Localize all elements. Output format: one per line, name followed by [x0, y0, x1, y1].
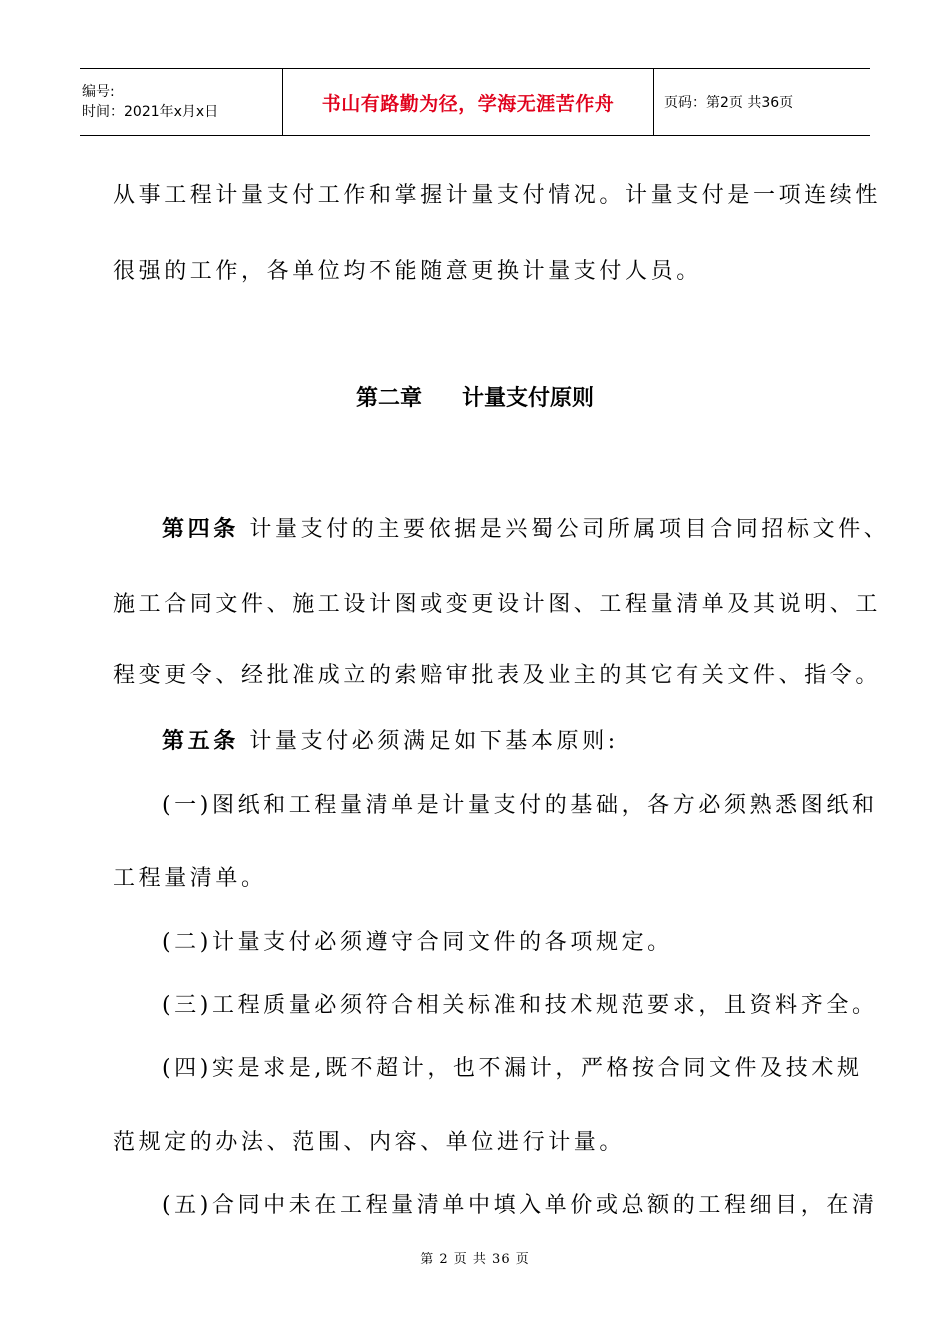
- body-line: 施工合同文件、施工设计图或变更设计图、工程量清单及其说明、工: [113, 592, 882, 617]
- header-motto: 书山有路勤为径，学海无涯苦作舟: [282, 69, 654, 135]
- body-line: 工程量清单。: [113, 866, 267, 891]
- article-5: [162, 724, 902, 755]
- article-5-text: 计量支付必须满足如下基本原则:: [238, 729, 619, 754]
- header-page-info: 页码：第2页 共36页: [664, 95, 794, 111]
- list-item: (三)工程质量必须符合相关标准和技术规范要求，且资料齐全。: [162, 993, 878, 1018]
- article-4-text: 计量支付的主要依据是兴蜀公司所属项目合同招标文件、: [238, 517, 890, 542]
- body-line: 从事工程计量支付工作和掌握计量支付情况。计量支付是一项连续性: [113, 183, 882, 208]
- article-4-label: 第四条: [162, 517, 239, 542]
- article-4: [162, 512, 902, 543]
- body-line: 程变更令、经批准成立的索赔审批表及业主的其它有关文件、指令。: [113, 663, 882, 688]
- chapter-number: 第二章: [355, 386, 422, 411]
- list-item: (五)合同中未在工程量清单中填入单价或总额的工程细目，在清: [162, 1193, 878, 1218]
- list-item: (一)图纸和工程量清单是计量支付的基础，各方必须熟悉图纸和: [162, 793, 878, 818]
- article-5-label: 第五条: [162, 729, 239, 754]
- list-item: (二)计量支付必须遵守合同文件的各项规定。: [162, 930, 673, 955]
- list-item: (四)实是求是,既不超计，也不漏计，严格按合同文件及技术规: [162, 1056, 863, 1081]
- document-date: 时间：2021年x月x日: [82, 104, 219, 120]
- body-line: 范规定的办法、范围、内容、单位进行计量。: [113, 1130, 626, 1155]
- document-number-label: 编号:: [82, 84, 115, 100]
- header-meta: [80, 69, 282, 135]
- page-footer: 第 2 页 共 36 页: [420, 1252, 530, 1267]
- body-line: 很强的工作，各单位均不能随意更换计量支付人员。: [113, 259, 702, 284]
- chapter-title: 计量支付原则: [462, 386, 595, 411]
- header-table: [80, 68, 870, 136]
- chapter-heading: [0, 381, 950, 412]
